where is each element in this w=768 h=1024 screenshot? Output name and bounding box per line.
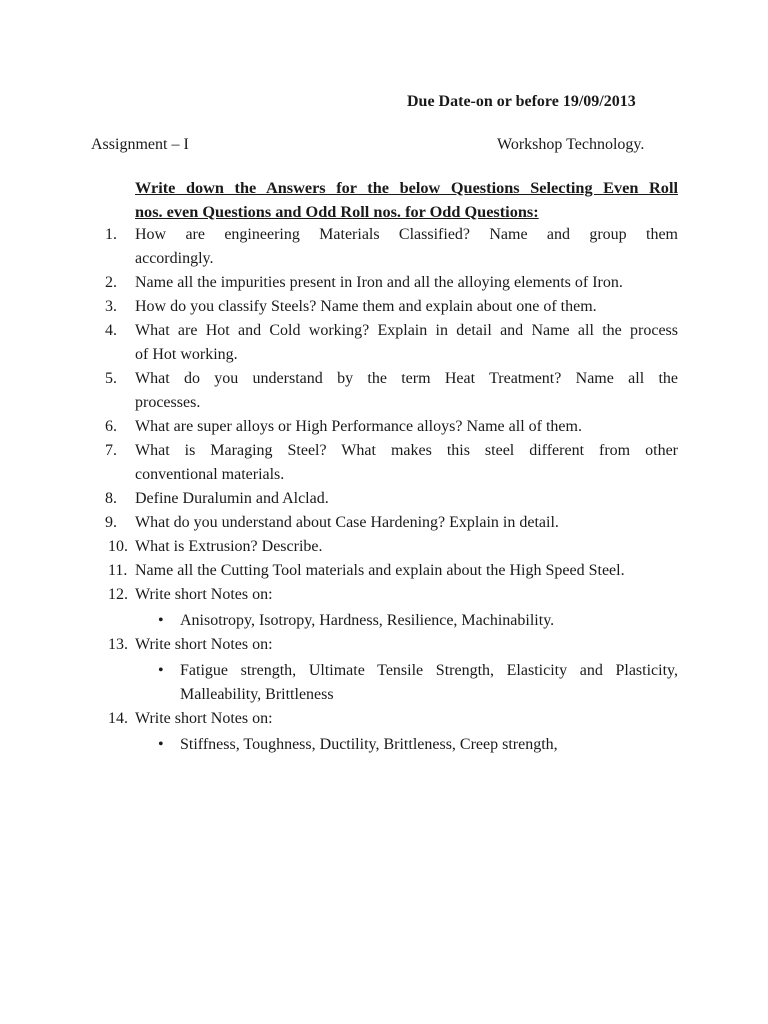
instructions-line-2: nos. even Questions and Odd Roll nos. for Odd Questions: [135, 202, 539, 221]
question-text: Name all the impurities present in Iron and all the alloying elements of Iron. [135, 274, 623, 291]
question-text-continued: accordingly. [135, 250, 214, 267]
sub-item-text: Fatigue strength, Ultimate Tensile Strength, Elasticity and Plasticity, [180, 662, 678, 679]
question-text: Write short Notes on: [135, 586, 273, 603]
list-item [0, 583, 678, 633]
sub-item-text: Stiffness, Toughness, Ductility, Brittleness, Creep strength, [180, 736, 558, 753]
bullet-icon: • [158, 662, 164, 679]
question-text: What is Maraging Steel? What makes this steel different from other [135, 442, 678, 459]
list-item [0, 535, 678, 559]
sub-item [135, 659, 678, 707]
bullet-icon: • [158, 612, 164, 629]
question-number: 1. [105, 226, 117, 243]
question-text: What is Extrusion? Describe. [135, 538, 323, 555]
list-item [0, 223, 678, 271]
question-number: 14. [108, 710, 128, 727]
bullet-icon: • [158, 736, 164, 753]
instructions [135, 176, 678, 224]
question-text: Name all the Cutting Tool materials and explain about the High Speed Steel. [135, 562, 625, 579]
list-item [0, 487, 678, 511]
sub-item [135, 609, 678, 633]
question-text-continued: of Hot working. [135, 346, 238, 363]
question-number: 2. [105, 274, 117, 291]
list-item [0, 511, 678, 535]
question-number: 10. [108, 538, 128, 555]
list-item [0, 367, 678, 415]
list-item [0, 319, 678, 367]
list-item [0, 633, 678, 707]
subject-title: Workshop Technology. [497, 136, 645, 153]
question-text: Write short Notes on: [135, 710, 273, 727]
question-number: 13. [108, 636, 128, 653]
question-number: 9. [105, 514, 117, 531]
question-number: 5. [105, 370, 117, 387]
list-item [0, 415, 678, 439]
question-number: 3. [105, 298, 117, 315]
sub-item-text: Anisotropy, Isotropy, Hardness, Resilience, Machinability. [180, 612, 555, 629]
question-number: 12. [108, 586, 128, 603]
question-text: What do you understand about Case Hardening? Explain in detail. [135, 514, 559, 531]
question-text-continued: processes. [135, 394, 201, 411]
question-text-continued: conventional materials. [135, 466, 285, 483]
question-number: 7. [105, 442, 117, 459]
question-number: 8. [105, 490, 117, 507]
question-list [0, 223, 768, 757]
instructions-line-1: Write down the Answers for the below Questions Selecting Even Roll [135, 178, 678, 197]
question-text: What are Hot and Cold working? Explain in detail and Name all the process [135, 322, 678, 339]
list-item [0, 707, 678, 757]
list-item [0, 295, 678, 319]
question-number: 6. [105, 418, 117, 435]
list-item [0, 271, 678, 295]
question-text: Write short Notes on: [135, 636, 273, 653]
question-number: 4. [105, 322, 117, 339]
question-text: What are super alloys or High Performance alloys? Name all of them. [135, 418, 582, 435]
question-text: How do you classify Steels? Name them and explain about one of them. [135, 298, 597, 315]
question-text: Define Duralumin and Alclad. [135, 490, 329, 507]
sub-item-text-continued: Malleability, Brittleness [180, 686, 334, 703]
list-item [0, 559, 678, 583]
sub-item [135, 733, 678, 757]
due-date: Due Date-on or before 19/09/2013 [407, 93, 636, 110]
question-text: What do you understand by the term Heat Treatment? Name all the [135, 370, 678, 387]
list-item [0, 439, 678, 487]
question-number: 11. [108, 562, 128, 579]
question-text: How are engineering Materials Classified? Name and group them [135, 226, 678, 243]
assignment-title: Assignment – I [91, 136, 189, 153]
